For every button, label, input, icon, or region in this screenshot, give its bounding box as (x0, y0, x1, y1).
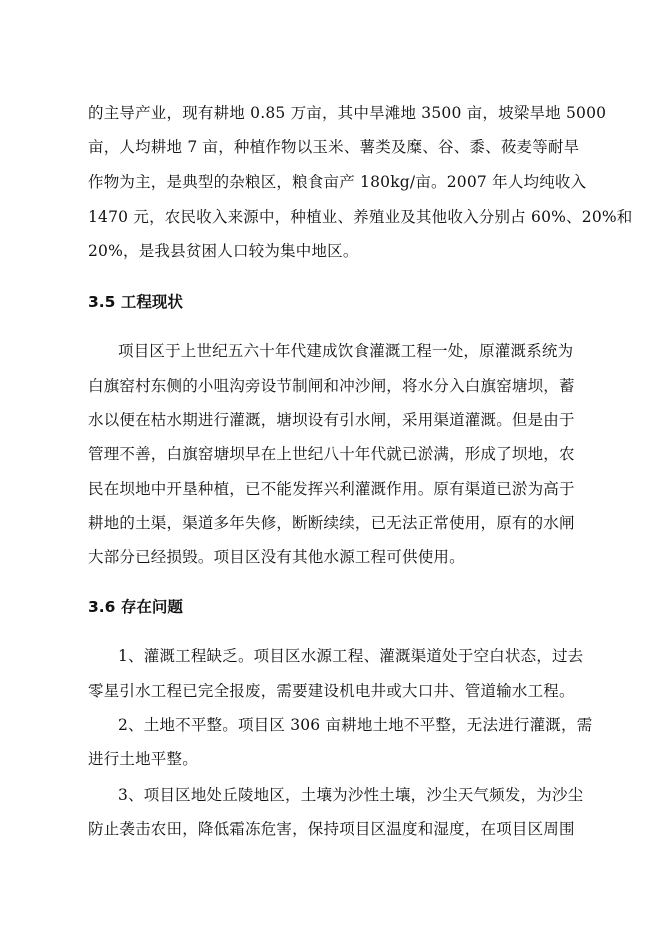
section-3-6-line-5: 3、项目区地处丘陵地区，土壤为沙性土壤，沙尘天气频发，为沙尘 (118, 786, 584, 804)
section-3-6-line-6: 防止袭击农田，降低霜冻危害，保持项目区温度和湿度，在项目区周围 (88, 820, 575, 838)
section-3-5-line-3: 水以便在枯水期进行灌溉，塘坝设有引水闸，采用渠道灌溉。但是由于 (88, 411, 575, 429)
section-3-6-line-1: 1、灌溉工程缺乏。项目区水源工程、灌溉渠道处于空白状态，过去 (118, 647, 584, 665)
section-3-5-line-5: 民在坝地中开垦种植，已不能发挥兴利灌溉作用。原有渠道已淤为高于 (88, 480, 575, 498)
section-3-5-heading: 3.5 工程现状 (88, 293, 183, 311)
intro-line-5: 20%，是我县贫困人口较为集中地区。 (88, 242, 359, 260)
section-3-6-line-3: 2、土地不平整。项目区 306 亩耕地土地不平整，无法进行灌溉，需 (118, 716, 593, 734)
section-3-5-line-1: 项目区于上世纪五六十年代建成饮食灌溉工程一处，原灌溉系统为 (118, 342, 574, 360)
section-3-5-line-7: 大部分已经损毁。项目区没有其他水源工程可供使用。 (88, 548, 465, 566)
intro-line-4: 1470 元，农民收入来源中，种植业、养殖业及其他收入分别占 60%、20%和 (88, 208, 633, 226)
intro-line-3: 作物为主，是典型的杂粮区，粮食亩产 180kg/亩。2007 年人均纯收入 (88, 173, 587, 191)
section-3-5-line-6: 耕地的土渠，渠道多年失修，断断续续，已无法正常使用，原有的水闸 (88, 514, 575, 532)
section-3-6-heading: 3.6 存在问题 (88, 598, 183, 616)
intro-line-1: 的主导产业，现有耕地 0.85 万亩，其中旱滩地 3500 亩，坡梁旱地 5000 (88, 104, 607, 122)
section-3-6-line-2: 零星引水工程已完全报废，需要建设机电井或大口井、管道输水工程。 (88, 682, 575, 700)
section-3-5-line-4: 管理不善，白旗窑塘坝早在上世纪八十年代就已淤满，形成了坝地，农 (88, 445, 575, 463)
section-3-5-line-2: 白旗窑村东侧的小咀沟旁设节制闸和冲沙闸，将水分入白旗窑塘坝，蓄 (88, 377, 575, 395)
section-3-6-line-4: 进行土地平整。 (88, 750, 198, 768)
intro-line-2: 亩，人均耕地 7 亩，种植作物以玉米、薯类及糜、谷、黍、莜麦等耐旱 (88, 138, 580, 156)
